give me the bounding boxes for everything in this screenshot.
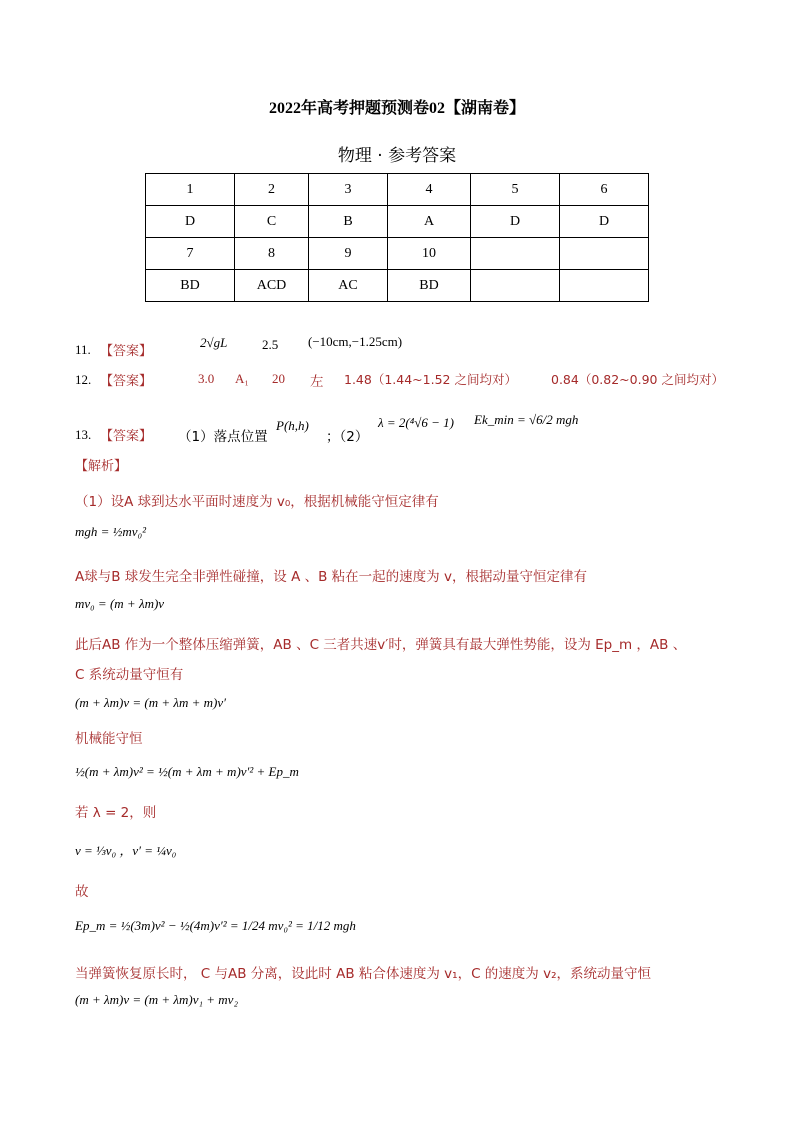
table-cell: 7 [146,238,235,270]
answer-table [145,173,649,302]
q12-number: 12. [75,372,92,387]
table-cell: AC [309,270,388,302]
analysis-line-4: 机械能守恒 [75,731,143,747]
q12-answer-6: 0.84（0.82~0.90 之间均对） [551,372,724,387]
table-cell: 9 [309,238,388,270]
table-cell [560,238,649,270]
equation-6: Ep_m = ½(3m)v² − ½(4m)v′² = 1/24 mv₀² = 1/12 mgh [75,918,356,933]
q12-answer-3: 20 [272,371,285,386]
table-cell: 5 [471,174,560,206]
equation-5: v = ⅓v₀ ，v′ = ¼v₀ [75,843,177,858]
table-cell: 4 [388,174,471,206]
table-cell: C [235,206,309,238]
table-row [146,270,649,302]
analysis-line-5: 若 λ = 2，则 [75,805,157,821]
table-cell: BD [146,270,235,302]
q13-position: P(h,h) [276,418,309,433]
equation-1: mgh = ½mv₀² [75,524,146,539]
equation-3: (m + λm)v = (m + λm + m)v′ [75,695,226,710]
table-cell: 6 [560,174,649,206]
q12-answer-1: 3.0 [198,371,215,386]
q11-answer-3: (−10cm,−1.25cm) [308,334,403,349]
q13-number: 13. [75,427,92,442]
table-row [146,238,649,270]
analysis-tag: 【解析】 [75,459,128,474]
table-cell: D [560,206,649,238]
table-cell: 2 [235,174,309,206]
q13-answer-tag: 【答案】 [100,429,153,444]
page-title: 2022年高考押题预测卷02【湖南卷】 [268,100,525,117]
equation-7: (m + λm)v = (m + λm)v₁ + mv₂ [75,992,238,1007]
table-cell: A [388,206,471,238]
table-cell [560,270,649,302]
q12-answer-tag: 【答案】 [100,374,153,389]
q11-answer-tag: 【答案】 [100,344,153,359]
table-cell: ACD [235,270,309,302]
q13-lambda: λ = 2(⁴√6 − 1) [378,415,454,430]
table-row [146,174,649,206]
table-cell: BD [388,270,471,302]
q12-answer-4: 左 [310,374,324,390]
analysis-line-3a: 此后AB 作为一个整体压缩弹簧，AB 、C 三者共速v′时，弹簧具有最大弹性势能，设为 Ep_m ，AB 、 [75,637,687,653]
page-subtitle: 物理 · 参考答案 [337,146,457,166]
analysis-line-6: 故 [75,884,89,900]
analysis-line-2: A球与B 球发生完全非弹性碰撞，设 A 、B 粘在一起的速度为 v，根据动量守恒定律有 [75,569,587,585]
analysis-line-3b: C 系统动量守恒有 [75,667,184,683]
table-cell: 10 [388,238,471,270]
table-cell [471,270,560,302]
table-cell: B [309,206,388,238]
table-cell [471,238,560,270]
analysis-line-1: （1）设A 球到达水平面时速度为 v₀，根据机械能守恒定律有 [75,494,439,510]
q13-part1: （1）落点位置 [178,429,268,445]
q12-answer-2: A₁ [235,371,249,386]
equation-4: ½(m + λm)v² = ½(m + λm + m)v′² + Ep_m [75,764,299,779]
table-row [146,206,649,238]
q12-answer-5: 1.48（1.44~1.52 之间均对） [344,372,517,387]
table-cell: D [471,206,560,238]
q11-number: 11. [75,342,91,357]
q13-part2: ；（2） [326,429,369,445]
table-cell: 1 [146,174,235,206]
table-cell: 8 [235,238,309,270]
analysis-line-7: 当弹簧恢复原长时， C 与AB 分离，设此时 AB 粘合体速度为 v₁，C 的速度为 v₂，系统动量守恒 [75,966,651,982]
table-cell: 3 [309,174,388,206]
q13-energy: Ek_min = √6/2 mgh [474,412,579,427]
q11-answer-2: 2.5 [262,337,279,352]
table-cell: D [146,206,235,238]
equation-2: mv₀ = (m + λm)v [75,596,165,611]
q11-answer-1: 2√gL [200,335,228,350]
